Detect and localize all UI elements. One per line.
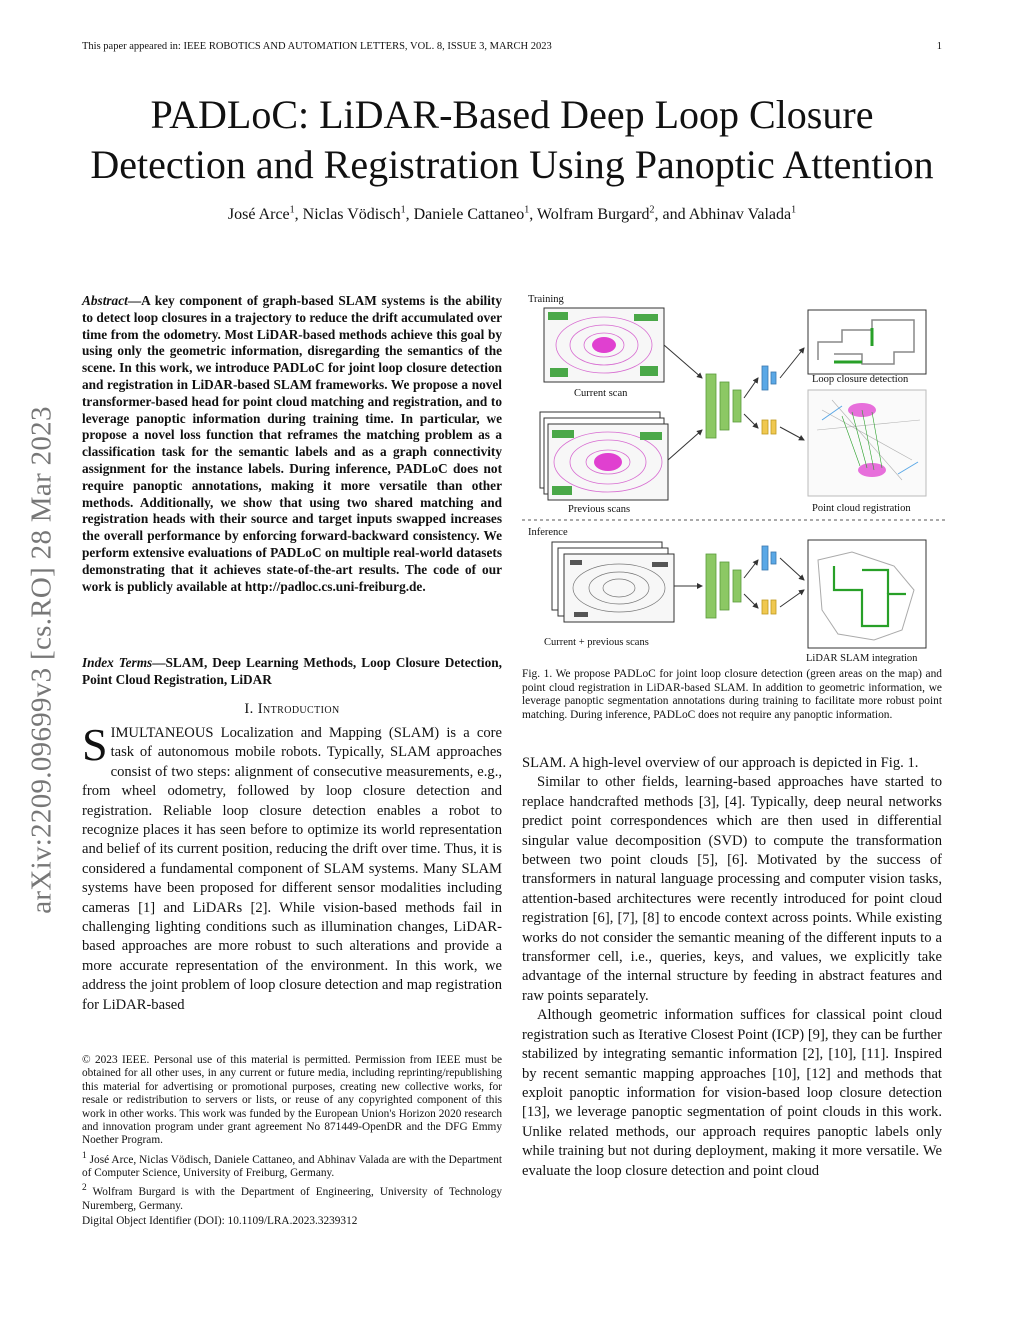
lidar-slam-label: LiDAR SLAM integration [806,653,918,664]
figure-caption [522,668,942,722]
current-scan-image [544,308,664,382]
encoder-block [706,374,741,438]
registration-head-yellow [762,420,776,434]
index-terms-text: SLAM, Deep Learning Methods, Loop Closure Detection, Point Cloud Registration, LiDAR [82,655,502,687]
loop-closure-map [808,310,926,374]
affiliation-1: $^1$ José Arce, Niclas Vödisch, Daniele Cattaneo, and Abhinav Valada are with the Department of Computer Science, University of Freiburg, Germany. [82,1150,502,1180]
arxiv-id: arXiv:2209.09699v3 [cs.RO] 28 Mar 2023 [25,406,58,914]
page-number: 1 [936,41,942,52]
title-line-1: PADLoC: LiDAR-Based Deep Loop Closure [150,92,874,137]
caption-text: We propose PADLoC for joint loop closure detection (green areas on the map) and point cloud registration in LiDAR-based SLAM. In addition to geometric information, we leverage panoptic segmentation annotations during training to facilitate more robust point matching. During inference, PADLoC does not require any panoptic information. [522,668,942,721]
training-label: Training [528,294,564,305]
current-previous-label: Current + previous scans [544,637,649,648]
overview-diagram [522,290,946,668]
journal-line: This paper appeared in: IEEE ROBOTICS AND AUTOMATION LETTERS, VOL. 8, ISSUE 3, MARCH 2023 [82,41,552,52]
figure-1 [522,290,946,668]
matching-head-blue-inference [762,546,776,570]
matching-head-blue [762,366,776,390]
copyright-notice: © 2023 IEEE. Personal use of this material is permitted. Permission from IEEE must be obtained for all other uses, in any current or future media, including reprinting/republishing this material for advertising or promotional purposes, creating new collective works, for resale or redistribution to servers or lists, or reuse of any copyrighted component of this work in other works. This work was funded by the European Union's Horizon 2020 research and innovation program under grant agreement No 871449-OpenDR and the DFG Emmy Noether Program. [82,1054,502,1147]
running-header [82,41,942,52]
index-terms: Index Terms—SLAM, Deep Learning Methods, Loop Closure Detection, Point Cloud Registration, LiDAR [82,655,502,687]
author: José Arce$^1$, [227,205,303,224]
footnotes [82,1054,502,1230]
author-list [82,205,942,224]
paragraph: SLAM. A high-level overview of our approach is depicted in Fig. 1. [522,755,919,771]
previous-scans-image [540,412,668,500]
author: Abhinav Valada$^1$ [688,205,797,224]
arxiv-stamp [12,345,72,975]
paragraph: Although geometric information suffices for classical point cloud registration such as Iterative Closest Point (ICP) [9], they can be further stabilized by integrating semantic information [2], [10], [11]. Inspired by recent semantic mapping approaches [10], [12] and methods that exploit panoptic information for vision-based loop closure detection [13], we leverage panoptic segmentation of point clouds in this work. Unlike related methods, our approach requires panoptic labels only while training but not during deployment, making it more versatile. We evaluate the loop closure detection and point cloud [522,1007,942,1179]
abstract: Abstract—A key component of graph-based SLAM systems is the ability to detect loop closures in a trajectory to reduce the drift accumulated over time from the odometry. Most LiDAR-based methods achieve this goal by using only the geometric information, disregarding the semantics of the scene. In this work, we introduce PADLoC for joint loop closure detection and registration in LiDAR-based SLAM frameworks. We propose a novel transformer-based head for point cloud matching and registration, and to leverage panoptic information during training time. In particular, we propose a novel loss function that reframes the matching problem as a classification task for the semantic labels and as a graph connectivity assignment for the instance labels. During inference, PADLoC does not require panoptic annotations, making it more versatile than other methods. Additionally, we show that using two shared matching and registration heads with their source and target inputs swapped increases the overall performance by enforcing forward-backward consistency. We perform extensive evaluations of PADLoC on multiple real-world datasets demonstrating that it achieves state-of-the-art results. The code of our work is publicly available at http://padloc.cs.uni-freiburg.de. [82,293,502,594]
right-column-text [522,754,942,1181]
doi: Digital Object Identifier (DOI): 10.1109/LRA.2023.3239312 [82,1215,358,1227]
author: Wolfram Burgard$^2$, and [536,205,689,224]
abstract-text: A key component of graph-based SLAM systems is the ability to detect loop closures in a trajectory to reduce the drift accumulated over time from the odometry. Most LiDAR-based methods achieve this goal by using only the geometric information, disregarding the semantics of the scene. In this work, we introduce PADLoC for joint loop closure detection and registration in LiDAR-based SLAM frameworks. We propose a novel transformer-based head for point cloud matching and registration, and to leverage panoptic information during training time. In particular, we propose a novel loss function that reframes the matching problem as a classification task for the semantic labels and as a graph connectivity assignment for the instance labels. During inference, PADLoC does not require panoptic annotations, making it more versatile than other methods. Additionally, we show that using two shared matching and registration heads with their source and target inputs swapped increases the overall performance by enforcing forward-backward consistency. We perform extensive evaluations of PADLoC on multiple real-world datasets demonstrating that it achieves state-of-the-art results. The code of our work is publicly available at http://padloc.cs.uni-freiburg.de. [82,293,502,594]
registration-label: Point cloud registration [812,503,911,514]
registration-head-yellow-inference [762,600,776,614]
previous-scans-label: Previous scans [568,504,631,515]
drop-cap: S [82,719,108,770]
inference-label: Inference [528,527,568,538]
author: Niclas Vödisch$^1$, [302,205,414,224]
section-heading: I. Introduction [244,701,340,717]
abstract-label: Abstract [82,293,128,308]
encoder-block-inference [706,554,741,618]
index-terms-label: Index Terms [82,655,153,670]
caption-label: Fig. 1. [522,668,553,680]
current-scan-label: Current scan [574,388,628,399]
inference-scans-image [552,542,674,622]
title-line-2: Detection and Registration Using Panoptic Attention [90,142,934,187]
intro-paragraph: SIMULTANEOUS Localization and Mapping (SLAM) is a core task of autonomous mobile robots. Typically, SLAM approaches consist of two steps: alignment of consecutive measurements, e.g., from wheel odometry, followed by loop closure detection and registration. Reliable loop closure detection enables a robot to recognize places it has seen before to optimize its world representation and belief of its current position, reducing the drift over time. Thus, it is considered a fundamental component of SLAM systems. Many SLAM systems have been proposed for different sensor modalities including cameras [1] and LiDARs [2]. While vision-based methods fail in challenging lighting conditions such as illumination changes, LiDAR-based approaches are more robust to such alterations and provide a more accurate representation of the environment. In this work, we address the joint problem of loop closure detection and map registration for LiDAR-based [82,719,502,1013]
paper-title [60,90,964,190]
registration-image [808,390,926,496]
author: Daniele Cattaneo$^1$, [413,205,537,224]
affiliation-2: $^2$ Wolfram Burgard is with the Department of Engineering, University of Technology Nuremberg, Germany. [82,1183,502,1212]
paragraph: Similar to other fields, learning-based approaches have started to replace handcrafted methods [3], [4]. Typically, deep neural networks predict point correspondences which are then used in differential singular value decomposition (SVD) to compute the transformation between two point clouds [5], [6]. Motivated by the success of transformers in natural language processing and computer vision tasks, attention-based architectures were recently introduced for point cloud registration [6], [7], [8] to encode context across points. While existing works do not consider the semantic meaning of the different inputs to a transformer cell, i.e., queries, keys, and values, we explicitly take advantage of the internal structure by feeding in abstract features and raw points separately. [522,774,942,1004]
loop-closure-label: Loop closure detection [812,374,909,385]
lidar-slam-map [808,540,926,648]
